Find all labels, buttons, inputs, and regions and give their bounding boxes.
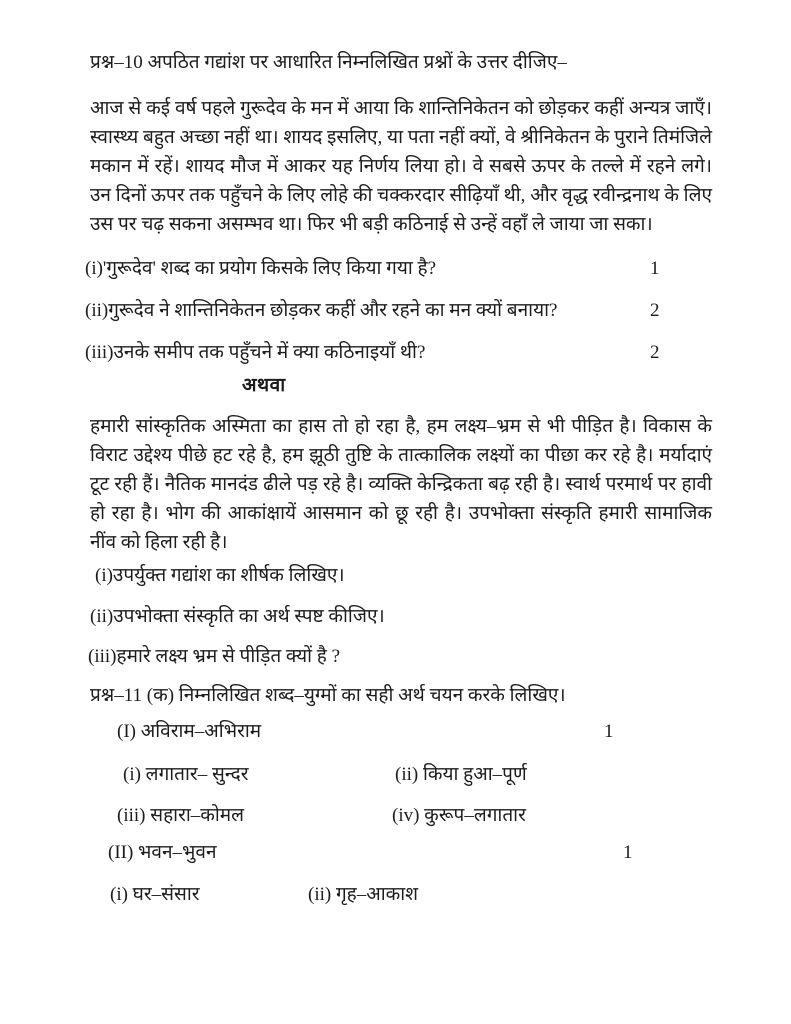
q10-alt-question-ii-text: (ii)उपभोक्ता संस्कृति का अर्थ स्पष्ट कीजिए। — [90, 606, 385, 627]
q11-pair-I-options-row-1 — [90, 760, 712, 786]
q11-pair-I-option-iv: (iv) कुरूप–लगातार — [392, 805, 526, 826]
q11-pair-I-option-ii: (ii) किया हुआ–पूर्ण — [395, 764, 527, 785]
q10-passage-2: हमारी सांस्कृतिक अस्मिता का हास तो हो रहा है, हम लक्ष्य–भ्रम से भी पीड़ित है। विकास के विराट उद्देश्य पीछे हट रहे है, हम झूठी तुष्टि के तात्कालिक लक्ष्यों का पीछा कर रहे है। मर्यादाएं टूट रही हैं। नैतिक मानदंड ढीले पड़ रहे है। व्यक्ति केन्द्रिकता बढ़ रही है। स्वार्थ परमार्थ पर हावी हो रहा है। भोग की आकांक्षायें आसमान को छू रही है। उपभोक्ता संस्कृति हमारी सामाजिक नींव को हिला रही है। — [90, 416, 712, 553]
q11-pair-I — [90, 719, 712, 745]
q10-alt-question-i — [95, 563, 717, 589]
q10-alt-question-iii — [88, 644, 710, 670]
q11-pair-II — [90, 840, 712, 866]
q11-pair-I-marks: 1 — [604, 721, 614, 742]
q11-pair-II-options-row — [90, 880, 712, 906]
q10-alt-question-i-text: (i)उपर्युक्त गद्यांश का शीर्षक लिखिए। — [95, 565, 345, 586]
q11-pair-II-option-ii: (ii) गृह–आकाश — [308, 884, 419, 905]
q10-alt-question-iii-text: (iii)हमारे लक्ष्य भ्रम से पीड़ित क्यों है ? — [88, 646, 341, 667]
q10-or-label: अथवा — [242, 375, 286, 396]
q10-question-iii-text: (iii)उनके समीप तक पहुँचने में क्या कठिनाइयाँ थी? — [85, 342, 426, 363]
q10-question-i-text: (i)'गुरूदेव' शब्द का प्रयोग किसके लिए किया गया है? — [85, 258, 437, 279]
q10-question-ii — [85, 298, 707, 324]
q10-alt-question-ii — [90, 604, 712, 630]
q10-question-ii-marks: 2 — [650, 300, 660, 321]
q11-pair-I-options-row-2 — [90, 801, 712, 827]
q11-pair-I-option-iii: (iii) सहारा–कोमल — [117, 805, 245, 826]
q10-question-ii-text: (ii)गुरूदेव ने शान्तिनिकेतन छोड़कर कहीं और रहने का मन क्यों बनाया? — [85, 300, 558, 321]
q10-question-iii — [85, 340, 707, 366]
q10-heading: प्रश्न–10 अपठित गद्यांश पर आधारित निम्नलिखित प्रश्नों के उत्तर दीजिए– — [90, 52, 567, 73]
q11-pair-I-text: (I) अविराम–अभिराम — [117, 721, 262, 742]
q10-passage-1: आज से कई वर्ष पहले गुरूदेव के मन में आया कि शान्तिनिकेतन को छोड़कर कहीं अन्यत्र जाएँ।स्वास्थ्य बहुत अच्छा नहीं था। शायद इसलिए, या पता नहीं क्यों, वे श्रीनिकेतन के पुराने तिमंजिले मकान में रहें। शायद मौज में आकर यह निर्णय लिया हो। वे सबसे ऊपर के तल्ले में रहने लगे। उन दिनों ऊपर तक पहुँचने के लिए लोहे की चक्करदार सीढ़ियाँ थी, और वृद्ध रवीन्द्रनाथ के लिए उस पर चढ़ सकना असम्भव था। फिर भी बड़ी कठिनाई से उन्हें वहाँ ले जाया जा सका। — [90, 98, 712, 235]
q11-pair-II-marks: 1 — [623, 842, 633, 863]
q11-pair-I-option-i: (i) लगातार– सुन्दर — [123, 764, 249, 785]
q10-question-i-marks: 1 — [650, 258, 660, 279]
q10-question-i — [85, 256, 707, 282]
q11-pair-II-text: (II) भवन–भुवन — [108, 842, 217, 863]
q11-pair-II-option-i: (i) घर–संसार — [110, 884, 200, 905]
q11-heading: प्रश्न–11 (क) निम्नलिखित शब्द–युग्मों का सही अर्थ चयन करके लिखिए। — [90, 685, 566, 706]
q10-question-iii-marks: 2 — [650, 342, 660, 363]
